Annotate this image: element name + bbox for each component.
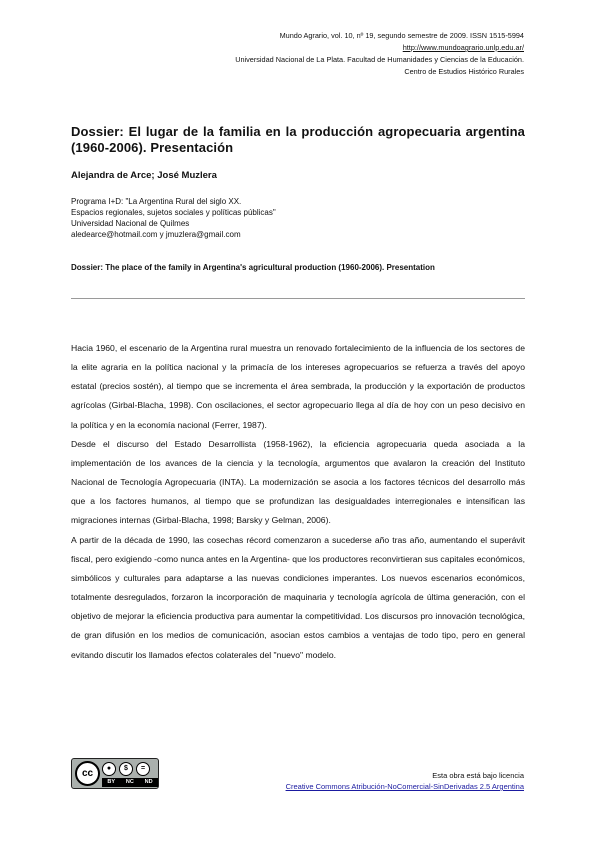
english-title: Dossier: The place of the family in Argentina's agricultural production (1960-2006). Presentation xyxy=(71,263,435,272)
body-paragraph: Desde el discurso del Estado Desarrollista (1958-1962), la eficiencia agropecuaria queda asociada a la implementación de los avances de la ciencia y la tecnología, argumentos que avalaron la creación del Instituto Nacional de Tecnología Agropecuaria (INTA). La modernización se asocia a los factores técnicos del desarrollo más que a los factores humanos, al tiempo que se profundizan las desigualdades interregionales e intensifican las migraciones internas (Girbal-Blacha, 1998; Barsky y Gelman, 2006). xyxy=(71,438,525,526)
article-body xyxy=(71,339,525,665)
affiliation-line: Universidad Nacional de Quilmes xyxy=(71,219,190,228)
cc-label-nc: NC xyxy=(125,779,134,785)
article-title: Dossier: El lugar de la familia en la producción agropecuaria argentina (1960-2006). Presentación xyxy=(71,124,525,155)
affiliation-line: Espacios regionales, sujetos sociales y políticas públicas" xyxy=(71,208,276,217)
section-divider xyxy=(71,298,525,299)
author-emails: aledearce@hotmail.com y jmuzlera@gmail.com xyxy=(71,230,241,239)
nd-icon: = xyxy=(136,762,150,776)
author-affiliation xyxy=(71,196,525,240)
nc-icon: $ xyxy=(119,762,133,776)
cc-label-nd: ND xyxy=(144,779,153,785)
cc-icon: cc xyxy=(75,761,100,786)
body-paragraph: A partir de la década de 1990, las cosechas récord comenzaron a sucederse año tras año, aumentando el superávit fiscal, pero exigiendo -como nunca antes en la Argentina- que los productores reconvirtieran sus capitales económicos, simbólicos y culturales para adaptarse a las nuevas condiciones imperantes. Los nuevos escenarios económicos, totalmente desregulados, forzaron la incorporación de maquinaria y tecnología agrícola de última generación, con el objetivo de mejorar la eficiencia productiva para aumentar la competitividad. Los discursos pro innovación tecnológica, de gran difusión en los medios de comunicación, asocian estos cambios a ventajas de todo tipo, pero en general evitando discutir los llamados efectos colaterales del "nuevo" modelo. xyxy=(71,534,525,660)
journal-citation: Mundo Agrario, vol. 10, nº 19, segundo semestre de 2009. ISSN 1515-5994 xyxy=(279,31,524,40)
by-icon: ● xyxy=(102,762,116,776)
license-link[interactable]: Creative Commons Atribución-NoComercial-SinDerivadas 2.5 Argentina xyxy=(285,782,524,791)
journal-header xyxy=(94,30,524,78)
license-notice xyxy=(184,770,524,792)
centre-line: Centro de Estudios Histórico Rurales xyxy=(404,67,524,76)
cc-condition-icons xyxy=(102,762,156,776)
cc-label-by: BY xyxy=(107,779,116,785)
cc-condition-labels xyxy=(102,778,158,787)
journal-url-link[interactable]: http://www.mundoagrario.unlp.edu.ar/ xyxy=(402,43,524,52)
article-authors: Alejandra de Arce; José Muzlera xyxy=(71,170,217,181)
creative-commons-badge[interactable] xyxy=(71,758,159,789)
body-paragraph: Hacia 1960, el escenario de la Argentina rural muestra un renovado fortalecimiento de la influencia de los sectores de la elite agraria en la política nacional y la primacía de los intereses agropecuarios se refuerza a través del apoyo estatal (precios sostén), al tiempo que se incrementa el área sembrada, la producción y la exportación de productos agrícolas (Girbal-Blacha, 1998). Con oscilaciones, el sector agropecuario llega al día de hoy con un peso decisivo en la política y en la economía nacional (Ferrer, 1987). xyxy=(71,343,525,430)
university-line: Universidad Nacional de La Plata. Facultad de Humanidades y Ciencias de la Educación. xyxy=(235,55,524,64)
license-text: Esta obra está bajo licencia xyxy=(432,771,524,780)
affiliation-line: Programa I+D: "La Argentina Rural del siglo XX. xyxy=(71,197,242,206)
